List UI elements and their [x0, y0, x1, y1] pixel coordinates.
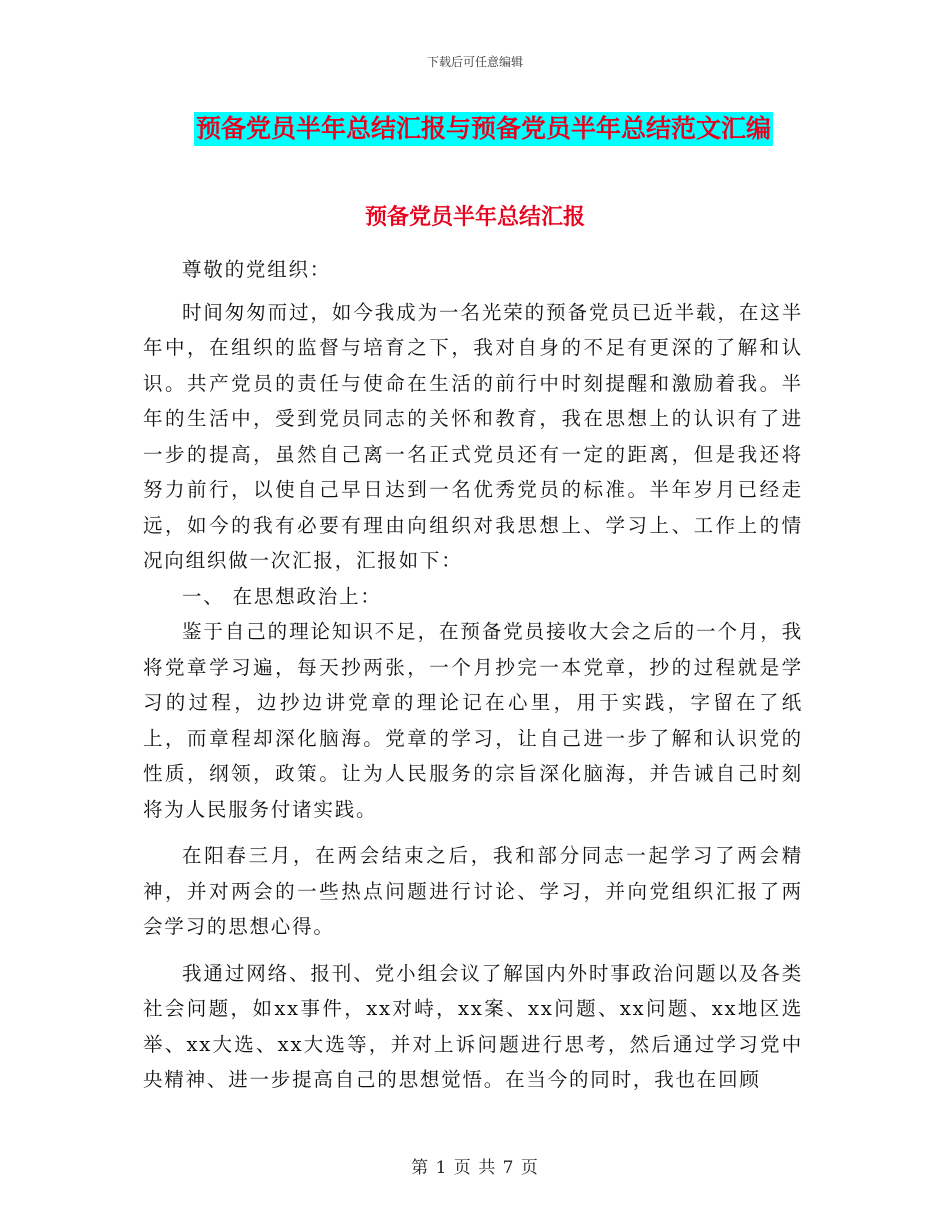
body-paragraph: 鉴于自己的理论知识不足，在预备党员接收大会之后的一个月，我将党章学习遍，每天抄两张，一个月抄完一本党章，抄的过程就是学习的过程，边抄边讲党章的理论记在心里，用于实践，字留在了纸上，而章程却深化脑海。党章的学习，让自己进一步了解和认识党的性质，纲领，政策。让为人民服务的宗旨深化脑海，并告诫自己时刻将为人民服务付诸实践。	[143, 620, 803, 821]
document-main-title: 预备党员半年总结汇报与预备党员半年总结范文汇编	[194, 112, 773, 146]
salutation-paragraph: 尊敬的党组织：	[182, 258, 332, 281]
body-paragraph: 时间匆匆而过，如今我成为一名光荣的预备党员已近半载，在这半年中，在组织的监督与培育之下，我对自身的不足有更深的了解和认识。共产党员的责任与使命在生活的前行中时刻提醒和激励着我。半年的生活中，受到党员同志的关怀和教育，我在思想上的认识有了进一步的提高，虽然自己离一名正式党员还有一定的距离，但是我还将努力前行，以使自己早日达到一名优秀党员的标准。半年岁月已经走远，如今的我有必要有理由向组织对我思想上、学习上、工作上的情况向组织做一次汇报，汇报如下：	[143, 300, 803, 572]
body-paragraph: 我通过网络、报刊、党小组会议了解国内外时事政治问题以及各类社会问题，如xx事件，xx对峙，xx案、xx问题、xx问题、xx地区选举、xx大选、xx大选等，并对上诉问题进行思考，然后通过学习党中央精神、进一步提高自己的思想觉悟。在当今的同时，我也在回顾	[143, 961, 803, 1091]
page-number: 第 1 页 共 7 页	[411, 1158, 539, 1178]
header-note: 下载后可任意编辑	[426, 55, 523, 69]
document-sub-title: 预备党员半年总结汇报	[364, 204, 585, 230]
section-heading: 一、 在思想政治上：	[182, 584, 382, 608]
body-paragraph: 在阳春三月，在两会结束之后，我和部分同志一起学习了两会精神，并对两会的一些热点问题进行讨论、学习，并向党组织汇报了两会学习的思想心得。	[143, 844, 803, 938]
document-body	[143, 220, 803, 1098]
